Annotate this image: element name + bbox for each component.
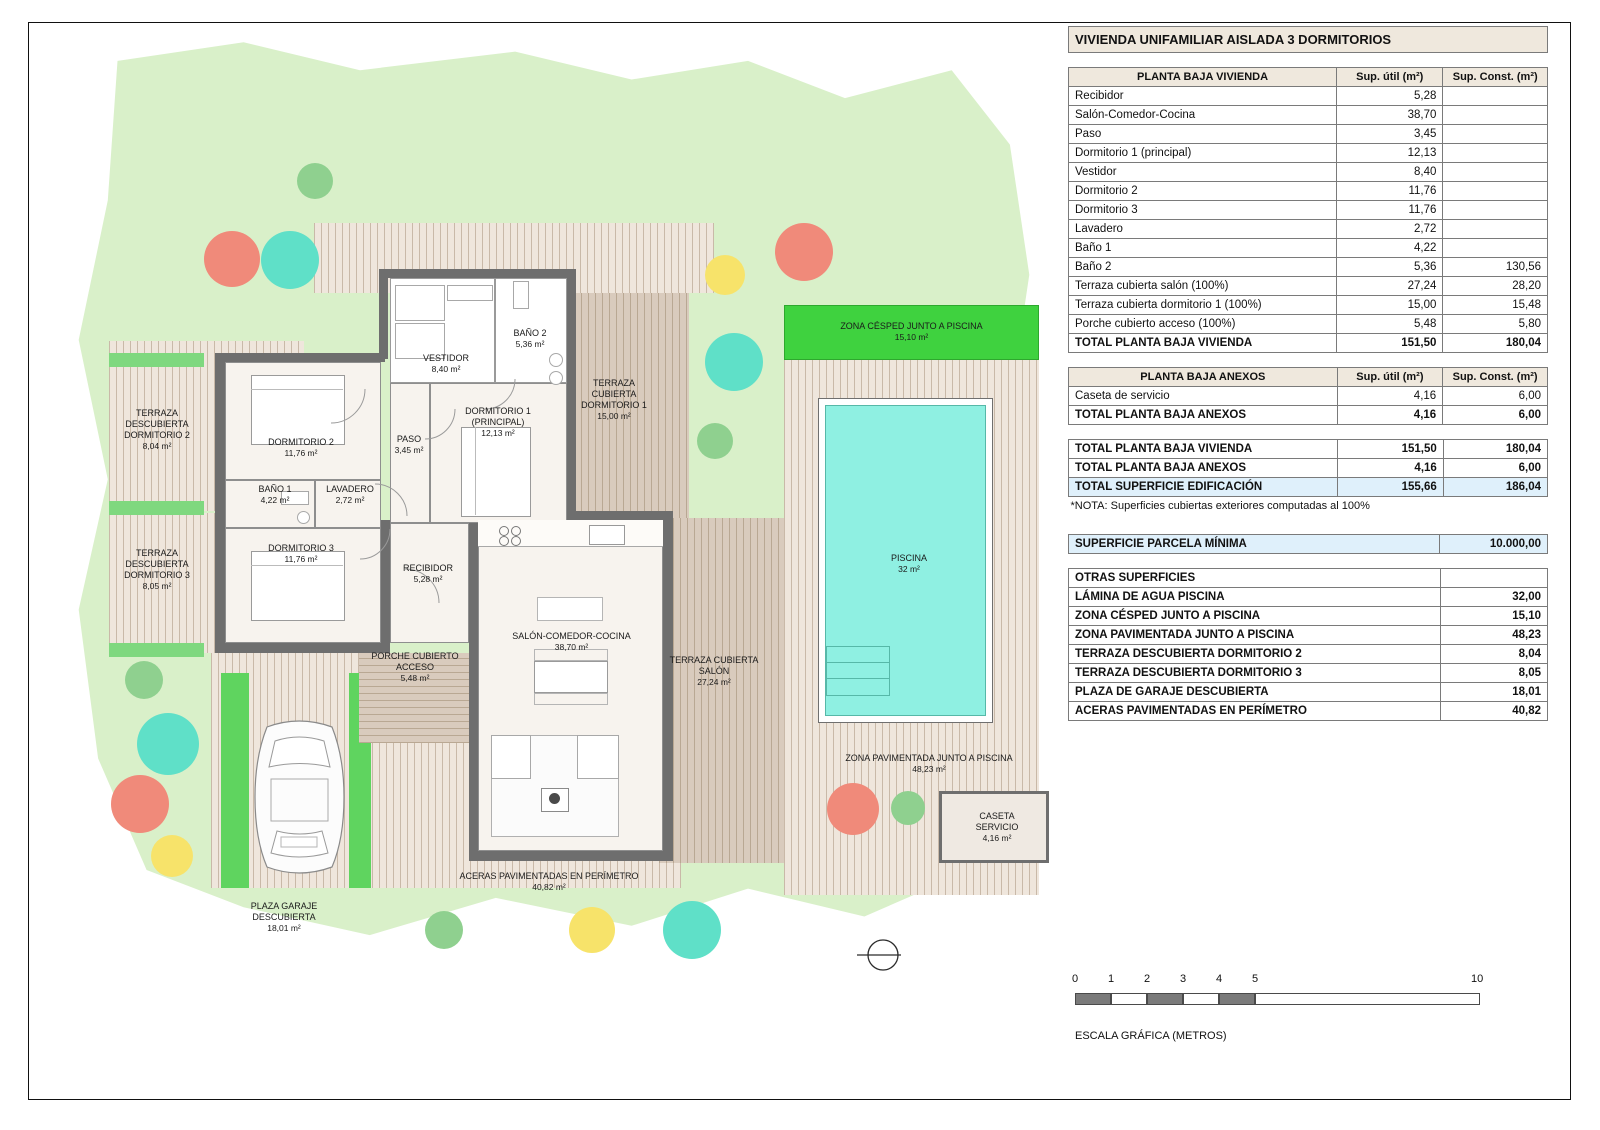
- table-row: [1069, 201, 1548, 220]
- row-util: 4,16: [1337, 459, 1443, 478]
- table-row: [1069, 459, 1548, 478]
- parcela-label: SUPERFICIE PARCELA MÍNIMA: [1069, 535, 1440, 554]
- row-label: Porche cubierto acceso (100%): [1069, 315, 1337, 334]
- row-const: 15,48: [1443, 296, 1548, 315]
- label-lavadero: LAVADERO 2,72 m²: [326, 484, 374, 505]
- highlight-label: TOTAL SUPERFICIE EDIFICACIÓN: [1069, 478, 1338, 497]
- table-planta-baja-vivienda: [1068, 67, 1548, 353]
- label-porche: PORCHE CUBIERTO ACCESO 5,48 m²: [371, 651, 459, 683]
- table-row: [1069, 239, 1548, 258]
- table-row: [1069, 664, 1548, 683]
- scale-tick: 2: [1144, 973, 1151, 985]
- row-util: 12,13: [1337, 144, 1443, 163]
- row-const: 28,20: [1443, 277, 1548, 296]
- row-const: [1443, 144, 1548, 163]
- table-row: [1069, 626, 1548, 645]
- scale-tick: 0: [1072, 973, 1079, 985]
- tree-icon: [297, 163, 333, 199]
- pool-step-3: [826, 678, 890, 696]
- scale-segment: [1075, 993, 1111, 1005]
- row-const: [1443, 163, 1548, 182]
- tree-icon: [137, 713, 199, 775]
- label-aceras: ACERAS PAVIMENTADAS EN PERÍMETRO 40,82 m²: [459, 871, 639, 892]
- label-dormitorio2: DORMITORIO 2 11,76 m²: [268, 437, 334, 458]
- label-terraza-cubierta-d1: TERRAZA CUBIERTA DORMITORIO 1 15,00 m²: [581, 378, 647, 421]
- row-util: 4,22: [1337, 239, 1443, 258]
- table-row: [1069, 296, 1548, 315]
- row-util: 11,76: [1337, 201, 1443, 220]
- label-dormitorio3: DORMITORIO 3 11,76 m²: [268, 543, 334, 564]
- table-row: [1069, 220, 1548, 239]
- row-const: [1443, 201, 1548, 220]
- row-value: 8,04: [1441, 645, 1548, 664]
- scale-tick: 5: [1252, 973, 1259, 985]
- table-row: [1069, 588, 1548, 607]
- green-strip-3: [109, 643, 204, 657]
- north-arrow-icon: [857, 931, 903, 977]
- label-garaje: PLAZA GARAJE DESCUBIERTA 18,01 m²: [250, 901, 318, 933]
- row-const: [1443, 106, 1548, 125]
- row-label: TOTAL PLANTA BAJA VIVIENDA: [1069, 440, 1338, 459]
- table-row: [1069, 607, 1548, 626]
- label-bano1: BAÑO 1 4,22 m²: [258, 484, 292, 505]
- row-label: Lavadero: [1069, 220, 1337, 239]
- row-util: 5,48: [1337, 315, 1443, 334]
- row-label: Baño 1: [1069, 239, 1337, 258]
- row-label: TERRAZA DESCUBIERTA DORMITORIO 2: [1069, 645, 1441, 664]
- table-highlight-row: [1069, 478, 1548, 497]
- row-label: Paso: [1069, 125, 1337, 144]
- row-value: 8,05: [1441, 664, 1548, 683]
- table-row: [1069, 387, 1548, 406]
- scale-tick: 10: [1471, 973, 1484, 985]
- scale-segment-long: [1255, 993, 1480, 1005]
- row-const: [1443, 87, 1548, 106]
- row-label: TERRAZA DESCUBIERTA DORMITORIO 3: [1069, 664, 1441, 683]
- tree-icon: [204, 231, 260, 287]
- row-const: 5,80: [1443, 315, 1548, 334]
- row-util: 2,72: [1337, 220, 1443, 239]
- row-const: 180,04: [1443, 440, 1547, 459]
- tree-icon: [663, 901, 721, 959]
- row-util: 151,50: [1337, 440, 1443, 459]
- row-value: 18,01: [1441, 683, 1548, 702]
- table-row: [1069, 106, 1548, 125]
- scale-caption: ESCALA GRÁFICA (METROS): [1075, 1030, 1227, 1042]
- col-header-const: Sup. Const. (m²): [1443, 368, 1548, 387]
- row-const: 130,56: [1443, 258, 1548, 277]
- table-row: [1069, 440, 1548, 459]
- label-bano2: BAÑO 2 5,36 m²: [513, 328, 547, 349]
- graphic-scale: [1072, 973, 1495, 1035]
- table-parcela: [1068, 534, 1548, 554]
- table-row: [1069, 182, 1548, 201]
- col-header-room: PLANTA BAJA VIVIENDA: [1069, 68, 1337, 87]
- total-const: 180,04: [1443, 334, 1548, 353]
- row-const: [1443, 182, 1548, 201]
- table-row: [1069, 163, 1548, 182]
- row-label: TOTAL PLANTA BAJA ANEXOS: [1069, 459, 1338, 478]
- row-util: 11,76: [1337, 182, 1443, 201]
- row-value: 32,00: [1441, 588, 1548, 607]
- row-util: 38,70: [1337, 106, 1443, 125]
- scale-segment: [1219, 993, 1255, 1005]
- label-zona-cesped: ZONA CÉSPED JUNTO A PISCINA 15,10 m²: [840, 321, 983, 342]
- otras-header-blank: [1441, 569, 1548, 588]
- row-value: 15,10: [1441, 607, 1548, 626]
- row-const: [1443, 239, 1548, 258]
- col-header-util: Sup. útil (m²): [1337, 68, 1443, 87]
- col-header-util: Sup. útil (m²): [1337, 368, 1443, 387]
- total-label: TOTAL PLANTA BAJA ANEXOS: [1069, 406, 1338, 425]
- row-util: 5,28: [1337, 87, 1443, 106]
- green-strip-2: [109, 501, 204, 515]
- table-row: [1069, 702, 1548, 721]
- label-terraza-cubierta-salon: TERRAZA CUBIERTA SALÓN 27,24 m²: [669, 655, 759, 687]
- tree-icon: [151, 835, 193, 877]
- green-strip-1: [109, 353, 204, 367]
- scale-segment: [1111, 993, 1147, 1005]
- row-util: 8,40: [1337, 163, 1443, 182]
- total-label: TOTAL PLANTA BAJA VIVIENDA: [1069, 334, 1337, 353]
- car-icon: [247, 713, 352, 881]
- label-zona-pavimentada: ZONA PAVIMENTADA JUNTO A PISCINA 48,23 m²: [845, 753, 1013, 774]
- row-util: 15,00: [1337, 296, 1443, 315]
- table-planta-baja-anexos: [1068, 367, 1548, 425]
- col-header-const: Sup. Const. (m²): [1443, 68, 1548, 87]
- tree-icon: [261, 231, 319, 289]
- table-row: [1069, 258, 1548, 277]
- row-const: [1443, 220, 1548, 239]
- tree-icon: [697, 423, 733, 459]
- row-label: Dormitorio 1 (principal): [1069, 144, 1337, 163]
- row-const: 6,00: [1443, 387, 1548, 406]
- table-otras-superficies: [1068, 568, 1548, 721]
- tree-icon: [827, 783, 879, 835]
- col-header-room: PLANTA BAJA ANEXOS: [1069, 368, 1338, 387]
- row-label: ZONA PAVIMENTADA JUNTO A PISCINA: [1069, 626, 1441, 645]
- table-row: [1069, 315, 1548, 334]
- row-label: Caseta de servicio: [1069, 387, 1338, 406]
- row-label: ACERAS PAVIMENTADAS EN PERÍMETRO: [1069, 702, 1441, 721]
- row-label: Recibidor: [1069, 87, 1337, 106]
- table-title: [1068, 26, 1548, 53]
- parcela-value: 10.000,00: [1440, 535, 1548, 554]
- area-schedule-tables: [1068, 26, 1548, 735]
- highlight-util: 155,66: [1337, 478, 1443, 497]
- scale-tick: 3: [1180, 973, 1187, 985]
- row-label: PLAZA DE GARAJE DESCUBIERTA: [1069, 683, 1441, 702]
- label-paso: PASO 3,45 m²: [394, 434, 424, 455]
- label-salon: SALÓN-COMEDOR-COCINA 38,70 m²: [512, 631, 631, 652]
- row-util: 5,36: [1337, 258, 1443, 277]
- row-const: [1443, 125, 1548, 144]
- row-label: Terraza cubierta dormitorio 1 (100%): [1069, 296, 1337, 315]
- row-label: Dormitorio 3: [1069, 201, 1337, 220]
- tree-icon: [891, 791, 925, 825]
- table-row: [1069, 683, 1548, 702]
- tree-icon: [705, 255, 745, 295]
- tree-icon: [705, 333, 763, 391]
- scale-tick: 4: [1216, 973, 1223, 985]
- row-label: Baño 2: [1069, 258, 1337, 277]
- highlight-const: 186,04: [1443, 478, 1547, 497]
- label-vestidor: VESTIDOR 8,40 m²: [422, 353, 469, 374]
- sheet-title: VIVIENDA UNIFAMILIAR AISLADA 3 DORMITORIOS: [1069, 27, 1548, 53]
- row-util: 27,24: [1337, 277, 1443, 296]
- table-row: [1069, 645, 1548, 664]
- label-recibidor: RECIBIDOR 5,28 m²: [402, 563, 453, 584]
- scale-segment: [1147, 993, 1183, 1005]
- row-label: Dormitorio 2: [1069, 182, 1337, 201]
- table-row: [1069, 277, 1548, 296]
- scale-segment: [1183, 993, 1219, 1005]
- label-terraza-descubierta-d3: TERRAZA DESCUBIERTA DORMITORIO 3 8,05 m²: [124, 548, 190, 591]
- table-row: [1069, 535, 1548, 554]
- table-row: [1069, 125, 1548, 144]
- row-label: ZONA CÉSPED JUNTO A PISCINA: [1069, 607, 1441, 626]
- row-label: Vestidor: [1069, 163, 1337, 182]
- table-totales: [1068, 439, 1548, 520]
- table-row: [1069, 87, 1548, 106]
- row-label: Salón-Comedor-Cocina: [1069, 106, 1337, 125]
- tree-icon: [775, 223, 833, 281]
- row-label: Terraza cubierta salón (100%): [1069, 277, 1337, 296]
- site-plan: [29, 23, 1059, 1099]
- otras-header: OTRAS SUPERFICIES: [1069, 569, 1441, 588]
- label-dormitorio1: DORMITORIO 1 (PRINCIPAL) 12,13 m²: [465, 406, 531, 438]
- total-const: 6,00: [1443, 406, 1548, 425]
- tree-icon: [569, 907, 615, 953]
- total-util: 151,50: [1337, 334, 1443, 353]
- table-total-row: [1069, 406, 1548, 425]
- table-note: *NOTA: Superficies cubiertas exteriores computadas al 100%: [1070, 500, 1370, 512]
- label-caseta: CASETA SERVICIO 4,16 m²: [975, 811, 1019, 843]
- tree-icon: [111, 775, 169, 833]
- table-total-row: [1069, 334, 1548, 353]
- row-util: 3,45: [1337, 125, 1443, 144]
- row-const: 6,00: [1443, 459, 1547, 478]
- table-header-row: [1069, 569, 1548, 588]
- row-value: 40,82: [1441, 702, 1548, 721]
- tree-icon: [125, 661, 163, 699]
- total-util: 4,16: [1337, 406, 1443, 425]
- tree-icon: [425, 911, 463, 949]
- row-util: 4,16: [1337, 387, 1443, 406]
- table-row: [1069, 144, 1548, 163]
- label-piscina: PISCINA 32 m²: [890, 553, 927, 574]
- scale-tick: 1: [1108, 973, 1115, 985]
- label-terraza-descubierta-d2: TERRAZA DESCUBIERTA DORMITORIO 2 8,04 m²: [124, 408, 190, 451]
- row-label: LÁMINA DE AGUA PISCINA: [1069, 588, 1441, 607]
- row-value: 48,23: [1441, 626, 1548, 645]
